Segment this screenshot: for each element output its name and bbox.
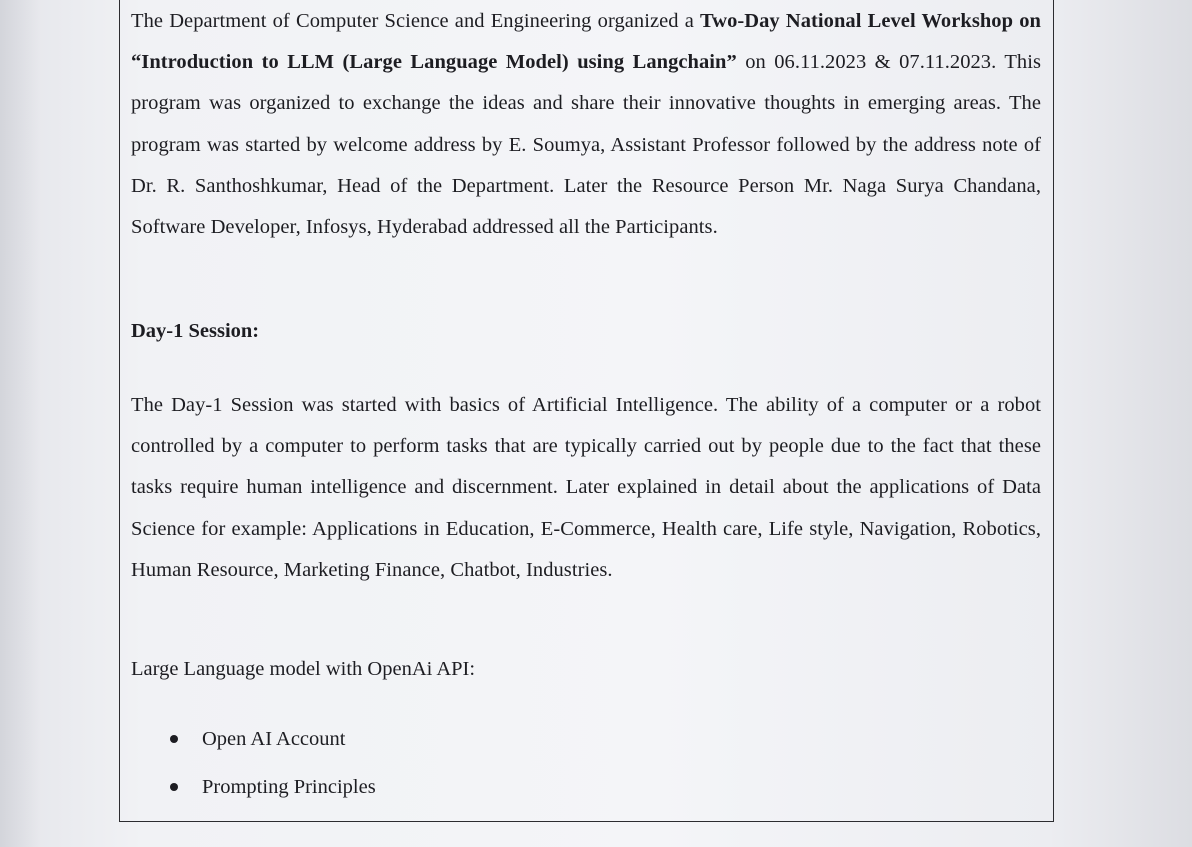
bullet-icon [170, 783, 178, 791]
list-item-label: Prompting Principles [202, 776, 376, 798]
intro-paragraph [131, 1, 1041, 248]
day1-paragraph: The Day-1 Session was started with basics of Artificial Intelligence. The ability of a computer or a robot controlled by a computer to perform tasks that are typically carried out by people due to the fact that these tasks require human intelligence and discernment. Later explained in detail about the applications of Data Science for example: Applications in Education, E-Commerce, Health care, Life style, Navigation, Robotics, Human Resource, Marketing Finance, Chatbot, Industries. [131, 394, 1041, 581]
llm-heading: Large Language model with OpenAi API: [131, 658, 476, 680]
list-item-label: Open AI Account [202, 728, 346, 750]
list-item [166, 725, 376, 753]
bullet-icon [170, 735, 178, 743]
topics-list [166, 725, 376, 821]
report-content-box [119, 0, 1054, 822]
workshop-title: Two-Day National Level Workshop on “Introduction to LLM (Large Language Model) using Langchain” [131, 10, 1041, 74]
page-shadow [0, 0, 40, 847]
day1-heading: Day-1 Session: [131, 320, 260, 342]
intro-text-start: The Department of Computer Science and Engineering organized a [131, 10, 701, 32]
intro-text-rest: on 06.11.2023 & 07.11.2023. This program was organized to exchange the ideas and share their innovative thoughts in emerging areas. The program was started by welcome address by E. Soumya, Assistant Professor followed by the address note of Dr. R. Santhoshkumar, Head of the Department. Later the Resource Person Mr. Naga Surya Chandana, Software Developer, Infosys, Hyderabad addressed all the Participants. [131, 51, 1041, 239]
list-item [166, 773, 376, 801]
